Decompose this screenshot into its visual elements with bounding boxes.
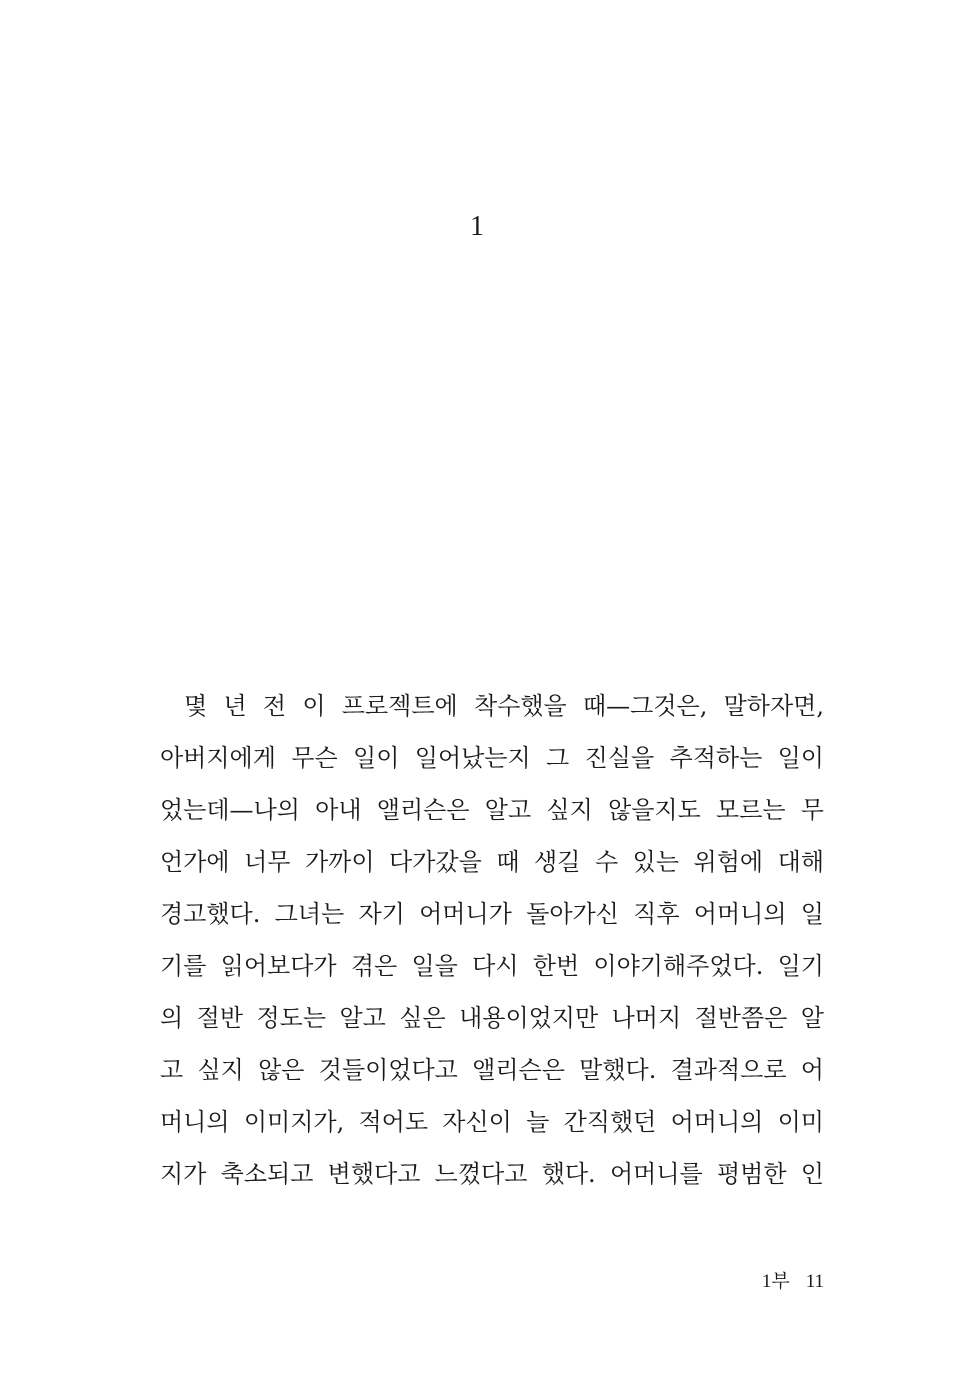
page-number: 11 bbox=[805, 1271, 824, 1292]
text-line: 의 절반 정도는 알고 싶은 내용이었지만 나머지 절반쯤은 알 bbox=[160, 1004, 824, 1032]
text-line: 경고했다. 그녀는 자기 어머니가 돌아가신 직후 어머니의 일 bbox=[160, 900, 824, 928]
text-line: 몇 년 전 이 프로젝트에 착수했을 때—그것은, 말하자면, bbox=[184, 692, 824, 720]
text-line: 언가에 너무 가까이 다가갔을 때 생길 수 있는 위험에 대해 bbox=[160, 848, 824, 876]
text-line: 지가 축소되고 변했다고 느꼈다고 했다. 어머니를 평범한 인 bbox=[160, 1160, 824, 1188]
text-line: 고 싶지 않은 것들이었다고 앨리슨은 말했다. 결과적으로 어 bbox=[160, 1056, 824, 1084]
page-footer bbox=[762, 1268, 824, 1296]
body-text bbox=[160, 680, 824, 1200]
text-line: 머니의 이미지가, 적어도 자신이 늘 간직했던 어머니의 이미 bbox=[160, 1108, 824, 1136]
text-line: 아버지에게 무슨 일이 일어났는지 그 진실을 추적하는 일이 bbox=[160, 744, 824, 772]
text-line: 었는데—나의 아내 앨리슨은 알고 싶지 않을지도 모르는 무 bbox=[160, 796, 824, 824]
chapter-number: 1 bbox=[470, 211, 484, 242]
section-label: 1부 bbox=[761, 1271, 790, 1292]
text-line: 기를 읽어보다가 겪은 일을 다시 한번 이야기해주었다. 일기 bbox=[160, 952, 824, 980]
